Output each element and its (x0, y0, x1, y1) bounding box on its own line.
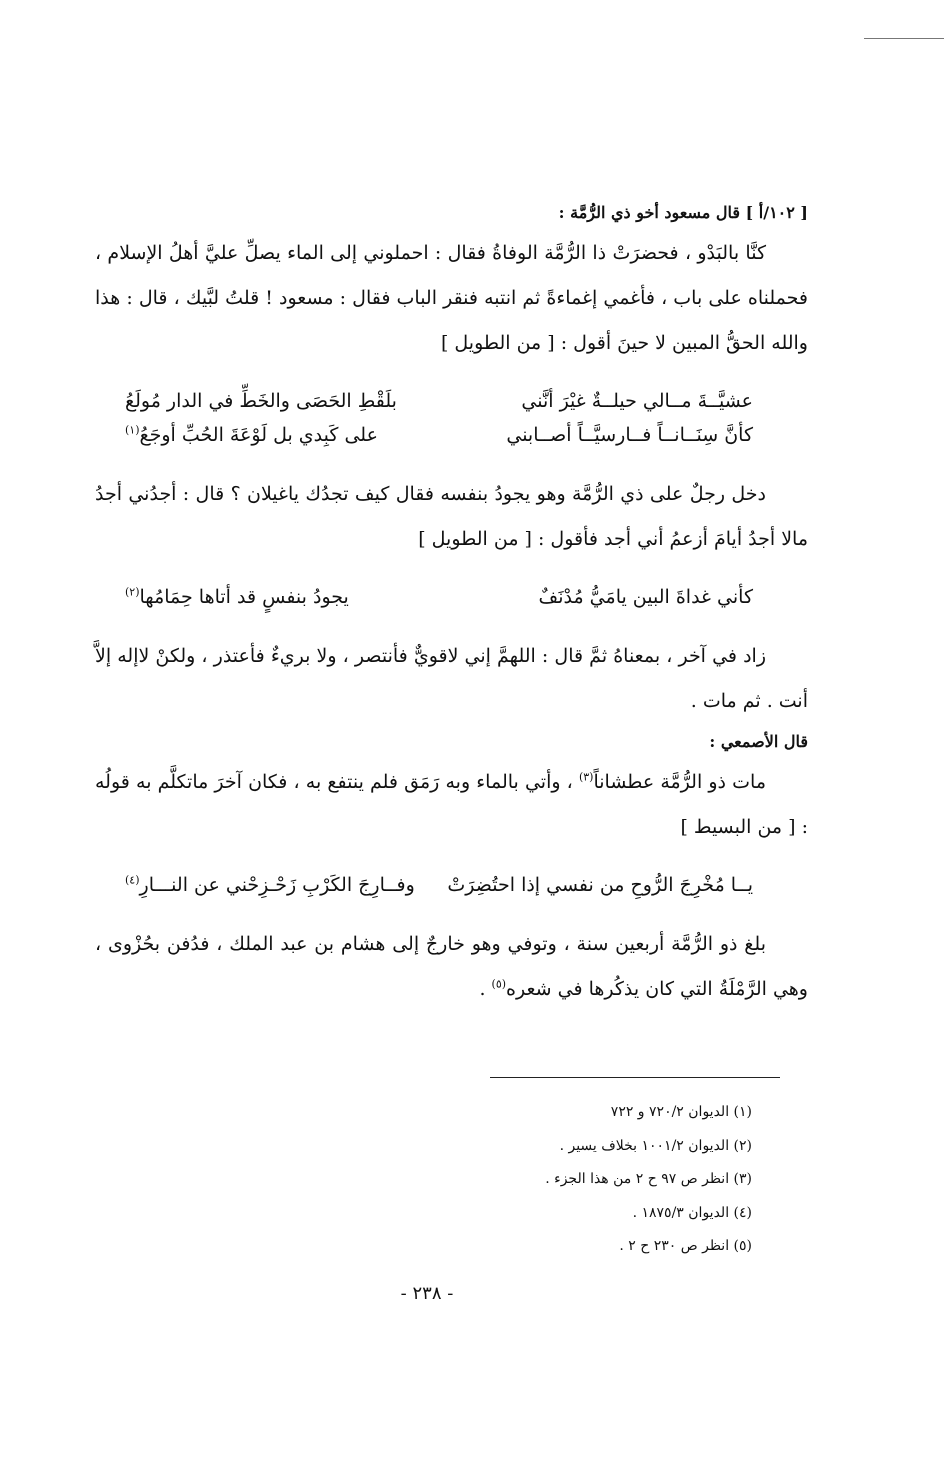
footnote-separator (490, 1077, 780, 1078)
verse-hemistich-left: يجودُ بنفسٍ قد أتاها حِمَامُها$^{(٢)}$ (125, 585, 349, 608)
poem-1 (95, 384, 808, 452)
poem-3 (95, 868, 808, 902)
footnote-ref: (٤) (125, 873, 140, 887)
footnote-4: (٤) الديوان ١٨٧٥/٣ . (632, 1204, 752, 1221)
page-body (95, 195, 808, 1012)
top-rule (864, 38, 944, 39)
section-heading-asmai: قال الأصمعي : (709, 732, 808, 751)
footnote-ref: (٢) (125, 585, 140, 599)
footnote-1: (١) الديوان ٧٢٠/٢ و ٧٢٢ (610, 1104, 752, 1120)
footnote-3: (٣) انظر ص ٩٧ ح ٢ من هذا الجزء . (545, 1171, 752, 1187)
verse-hemistich-right: يــا مُخْرِجَ الرُّوحِ من نفسي إذا احتُضِرَتْ (447, 874, 753, 896)
page-number: - ٢٣٨ - (400, 1283, 454, 1304)
paragraph-burial: بلغ ذو الرُّمَّة أربعين سنة ، وتوفي وهو خارجٌ إلى هشام بن عبد الملك ، فدُفن بحُزْوى ، وهي الرَّمْلَةُ التي كان يذكُرها في شعره$^{(٥)}$ . (95, 933, 808, 1000)
footnote-ref: (٥) (491, 977, 507, 991)
verse-hemistich-left: بلَقْطِ الحَصَى والخَطِّ في الدار مُولَعُ (125, 390, 397, 412)
verse-line-4 (95, 868, 808, 902)
verse-hemistich-left: وفــارِجَ الكَرْبِ زَحْـزِحْني عن النـــارِ$^{(٤)}$ (125, 873, 415, 896)
verse-line-1 (95, 384, 808, 418)
verse-line-3 (95, 580, 808, 614)
paragraph-death-account: كنَّا بالبَدْو ، فحضرَتْ ذا الرُّمَّة الوفاةُ فقال : احملوني إلى الماء يصلِّ عليَّ أهلُ الإسلام ، فحملناه على باب ، فأغمي إغماءةً ثم انتبه فنقر الباب فقال : مسعود ! قلتُ لبَّيك ، قال : هذا والله الحقُّ المبين لا حينَ أقول : [ من الطويل ] (95, 242, 808, 354)
footnote-2: (٢) الديوان ١٠٠١/٢ بخلاف يسير . (559, 1137, 752, 1154)
footnote-ref: (١) (125, 423, 140, 437)
footnote-5: (٥) انظر ص ٢٣٠ ح ٢ . (619, 1238, 752, 1254)
section-heading-masud: [ ١٠٢/أ ] قال مسعود أخو ذي الرُّمَّة : (558, 203, 808, 222)
verse-hemistich-right: كأني غداةَ البين يامَيُّ مُدْنَفٌ (538, 586, 753, 608)
paragraph-last-words: زاد في آخر ، بمعناهُ ثمَّ قال : اللهمَّ إني لاقويٌّ فأنتصر ، ولا بريءٌ فأعتذر ، ولكنْ لاإله إلاَّ أنت . ثم مات . (95, 645, 808, 712)
verse-hemistich-left: على كَبِدي بل لَوْعَةَ الحُبِّ أوجَعُ$^{(١)}$ (125, 423, 378, 446)
footnotes (400, 1097, 752, 1265)
poem-2 (95, 580, 808, 614)
paragraph-ghaylan: دخل رجلٌ على ذي الرُّمَّة وهو يجودُ بنفسه فقال كيف تجدُك ياغيلان ؟ قال : أجدُني أجدُ مالا أجدُ أيامَ أزعمُ أني أجد فأقول : [ من الطويل ] (95, 483, 808, 550)
verse-hemistich-right: عشيَّــةَ مــالي حيلــةٌ غيْرَ أنَّني (521, 390, 753, 412)
verse-line-2 (95, 418, 808, 452)
paragraph-asmai: مات ذو الرُّمَّة عطشاناً$^{(٣)}$ ، وأتي بالماء وبه رَمَق فلم ينتفع به ، فكان آخرَ ماتكلَّم به قولُه : [ من البسيط ] (95, 770, 808, 838)
verse-hemistich-right: كأنَّ سِنَــانــاً فــارسيَّــاً أصــابني (506, 424, 753, 446)
footnote-ref: (٣) (578, 770, 594, 784)
